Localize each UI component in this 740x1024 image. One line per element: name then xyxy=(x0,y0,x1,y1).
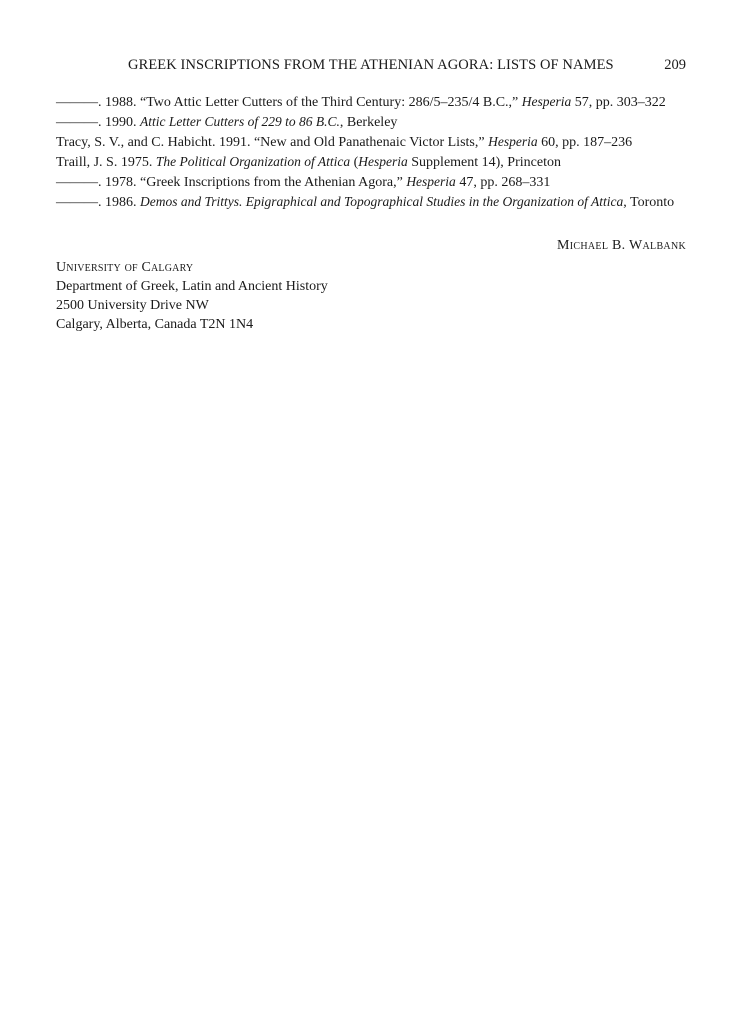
running-title: GREEK INSCRIPTIONS FROM THE ATHENIAN AGORA: LISTS OF NAMES xyxy=(128,57,614,73)
department-name: Department of Greek, Latin and Ancient History xyxy=(56,279,328,294)
bibliography-entry: Tracy, S. V., and C. Habicht. 1991. “New and Old Panathenaic Victor Lists,” Hesperia 60, pp. 187–236 xyxy=(56,134,633,150)
running-head xyxy=(0,57,740,79)
bibliography-entry: ———. 1988. “Two Attic Letter Cutters of the Third Century: 286/5–235/4 B.C.,” Hesperia 57, pp. 303–322 xyxy=(56,94,666,110)
bibliography-entry: Traill, J. S. 1975. The Political Organization of Attica (Hesperia Supplement 14), Princeton xyxy=(56,154,561,170)
page-number: 209 xyxy=(664,57,686,73)
bibliography-list xyxy=(56,92,696,212)
author-affiliation xyxy=(56,258,328,334)
institution-name: University of Calgary xyxy=(56,260,194,275)
street-address: 2500 University Drive NW xyxy=(56,298,209,313)
bibliography-entry: ———. 1986. Demos and Trittys. Epigraphical and Topographical Studies in the Organization of Attica, Toronto xyxy=(56,194,675,210)
city-address: Calgary, Alberta, Canada T2N 1N4 xyxy=(56,317,254,332)
bibliography-entry: ———. 1990. Attic Letter Cutters of 229 to 86 B.C., Berkeley xyxy=(56,114,398,130)
bibliography-entry: ———. 1978. “Greek Inscriptions from the Athenian Agora,” Hesperia 47, pp. 268–331 xyxy=(56,174,551,190)
author-signature: Michael B. Walbank xyxy=(557,238,686,253)
